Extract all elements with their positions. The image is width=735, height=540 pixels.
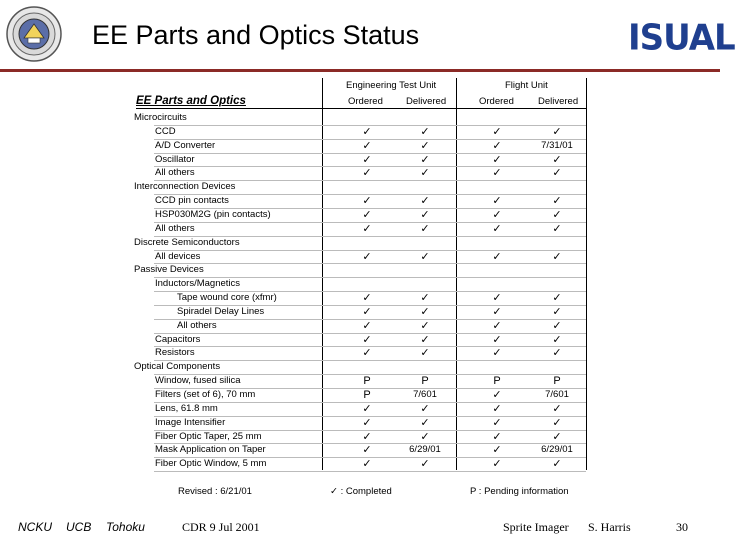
check-mark-icon: ✓	[362, 250, 372, 263]
check-mark-icon: ✓	[420, 430, 430, 443]
check-mark-icon: ✓	[420, 347, 430, 360]
status-cell: 7/601	[413, 389, 437, 400]
check-mark-icon: ✓	[552, 167, 562, 180]
check-mark-icon: ✓	[362, 458, 372, 471]
check-mark-icon: ✓	[492, 208, 502, 221]
check-mark-icon: ✓	[552, 458, 562, 471]
footer-page-number: 30	[676, 520, 688, 534]
row-label: A/D Converter	[155, 139, 216, 151]
check-mark-icon: ✓	[362, 333, 372, 346]
check-mark-icon: ✓	[552, 222, 562, 235]
row-label: CCD pin contacts	[155, 195, 229, 207]
header-divider	[0, 69, 720, 72]
check-mark-icon: ✓	[420, 222, 430, 235]
row-label: Lens, 61.8 mm	[155, 402, 218, 414]
check-mark-icon: ✓	[552, 416, 562, 429]
row-label: Window, fused silica	[155, 375, 241, 387]
isual-logo: ISUAL	[628, 17, 735, 59]
check-mark-icon: ✓	[362, 292, 372, 305]
university-seal-icon	[6, 6, 62, 62]
check-mark-icon: ✓	[420, 402, 430, 415]
footer-author: S. Harris	[588, 520, 631, 534]
status-cell: P	[363, 375, 371, 388]
table-divider-mid	[456, 78, 457, 470]
check-mark-icon: ✓	[492, 153, 502, 166]
check-mark-icon: ✓	[492, 139, 502, 152]
row-label: All others	[155, 222, 195, 234]
row-label: Microcircuits	[134, 112, 187, 123]
check-mark-icon: ✓	[552, 305, 562, 318]
footer-sprite-imager: Sprite Imager	[503, 520, 569, 534]
check-mark-icon: ✓	[420, 139, 430, 152]
row-separator	[154, 263, 586, 264]
table-section-title: EE Parts and Optics	[136, 95, 246, 107]
check-mark-icon: ✓	[552, 402, 562, 415]
check-mark-icon: ✓	[362, 319, 372, 332]
footer-cdr-date: CDR 9 Jul 2001	[182, 520, 260, 534]
check-mark-icon: ✓	[362, 402, 372, 415]
group-header-etu: Engineering Test Unit	[346, 80, 437, 91]
check-mark-icon: ✓	[362, 139, 372, 152]
check-mark-icon: ✓	[420, 195, 430, 208]
check-mark-icon: ✓	[362, 153, 372, 166]
status-cell: 6/29/01	[409, 444, 441, 456]
check-mark-icon: ✓	[492, 305, 502, 318]
check-mark-icon: ✓	[552, 430, 562, 443]
check-mark-icon: ✓	[362, 195, 372, 208]
row-label: Optical Components	[134, 361, 221, 373]
row-label: Tape wound core (xfmr)	[177, 292, 277, 304]
row-label: Passive Devices	[134, 264, 204, 276]
row-label: Fiber Optic Window, 5 mm	[155, 458, 267, 470]
check-mark-icon: ✓	[552, 319, 562, 332]
status-cell: P	[493, 375, 501, 388]
status-cell: P	[421, 375, 429, 388]
row-separator	[154, 471, 586, 472]
check-mark-icon: ✓	[420, 333, 430, 346]
status-cell: 7/601	[545, 389, 569, 400]
check-mark-icon: ✓	[420, 416, 430, 429]
check-mark-icon: ✓	[362, 416, 372, 429]
check-mark-icon: ✓	[492, 222, 502, 235]
row-label: Resistors	[155, 347, 195, 359]
check-mark-icon: ✓	[492, 195, 502, 208]
check-mark-icon: ✓	[362, 305, 372, 318]
footer-tohoku: Tohoku	[106, 520, 145, 534]
check-mark-icon: ✓	[492, 167, 502, 180]
check-mark-icon: ✓	[420, 292, 430, 305]
check-mark-icon: ✓	[552, 333, 562, 346]
status-cell: P	[363, 389, 371, 401]
check-mark-icon: ✓	[362, 444, 372, 457]
check-mark-icon: ✓	[492, 402, 502, 415]
check-mark-icon: ✓	[552, 292, 562, 305]
footer-ucb: UCB	[66, 520, 92, 534]
check-mark-icon: ✓	[362, 222, 372, 235]
check-mark-icon: ✓	[492, 347, 502, 360]
row-label: Inductors/Magnetics	[155, 278, 241, 290]
row-label: Mask Application on Taper	[155, 444, 266, 456]
check-mark-icon: ✓	[492, 430, 502, 443]
col-header-etu-delivered: Delivered	[406, 96, 447, 107]
row-label: Discrete Semiconductors	[134, 236, 240, 248]
status-cell: 7/31/01	[541, 139, 573, 151]
check-mark-icon: ✓	[420, 208, 430, 221]
row-label: Capacitors	[155, 333, 201, 345]
row-label: Filters (set of 6), 70 mm	[155, 389, 256, 400]
parts-status-table	[128, 78, 588, 470]
check-mark-icon: ✓	[492, 416, 502, 429]
row-label: HSP030M2G (pin contacts)	[155, 208, 271, 220]
revised-date: Revised : 6/21/01	[178, 486, 252, 497]
row-label: Spiradel Delay Lines	[177, 305, 265, 317]
check-mark-icon: ✓	[492, 444, 502, 457]
status-cell: 6/29/01	[541, 444, 573, 456]
check-mark-icon: ✓	[492, 250, 502, 263]
row-label: All devices	[155, 250, 201, 262]
col-header-flight-ordered: Ordered	[479, 96, 514, 107]
row-label: Oscillator	[155, 153, 195, 165]
check-mark-icon: ✓	[362, 347, 372, 360]
row-label: Interconnection Devices	[134, 181, 236, 193]
col-header-etu-ordered: Ordered	[348, 96, 383, 107]
status-cell: P	[553, 375, 561, 388]
check-mark-icon: ✓	[420, 305, 430, 318]
row-label: Image Intensifier	[155, 416, 226, 428]
table-header-rule	[136, 108, 586, 109]
check-mark-icon: ✓	[362, 208, 372, 221]
check-mark-icon: ✓	[552, 208, 562, 221]
check-mark-icon: ✓	[492, 333, 502, 346]
row-label: Fiber Optic Taper, 25 mm	[155, 430, 262, 442]
check-mark-icon: ✓	[492, 458, 502, 471]
check-mark-icon: ✓	[362, 430, 372, 443]
row-label: All others	[177, 319, 217, 331]
check-mark-icon: ✓	[492, 125, 502, 138]
legend-pending: P : Pending information	[470, 486, 569, 497]
table-divider-right	[586, 78, 587, 470]
footer-ncku: NCKU	[18, 520, 53, 534]
page-title: EE Parts and Optics Status	[92, 20, 420, 50]
check-mark-icon: ✓	[420, 153, 430, 166]
group-header-flight: Flight Unit	[505, 80, 548, 91]
check-mark-icon: ✓	[420, 167, 430, 180]
check-mark-icon: ✓	[492, 389, 502, 401]
row-label: CCD	[155, 125, 176, 137]
check-mark-icon: ✓	[492, 319, 502, 332]
check-mark-icon: ✓	[552, 347, 562, 360]
legend-completed: ✓ : Completed	[330, 486, 392, 497]
check-mark-icon: ✓	[362, 125, 372, 138]
check-mark-icon: ✓	[420, 319, 430, 332]
check-mark-icon: ✓	[420, 250, 430, 263]
slide-header	[0, 0, 735, 70]
check-mark-icon: ✓	[420, 125, 430, 138]
check-mark-icon: ✓	[552, 125, 562, 138]
row-label: All others	[155, 167, 195, 179]
check-mark-icon: ✓	[492, 292, 502, 305]
col-header-flight-delivered: Delivered	[538, 96, 579, 107]
table-divider-left	[322, 78, 323, 470]
check-mark-icon: ✓	[420, 458, 430, 471]
check-mark-icon: ✓	[552, 195, 562, 208]
check-mark-icon: ✓	[362, 167, 372, 180]
check-mark-icon: ✓	[552, 153, 562, 166]
check-mark-icon: ✓	[552, 250, 562, 263]
